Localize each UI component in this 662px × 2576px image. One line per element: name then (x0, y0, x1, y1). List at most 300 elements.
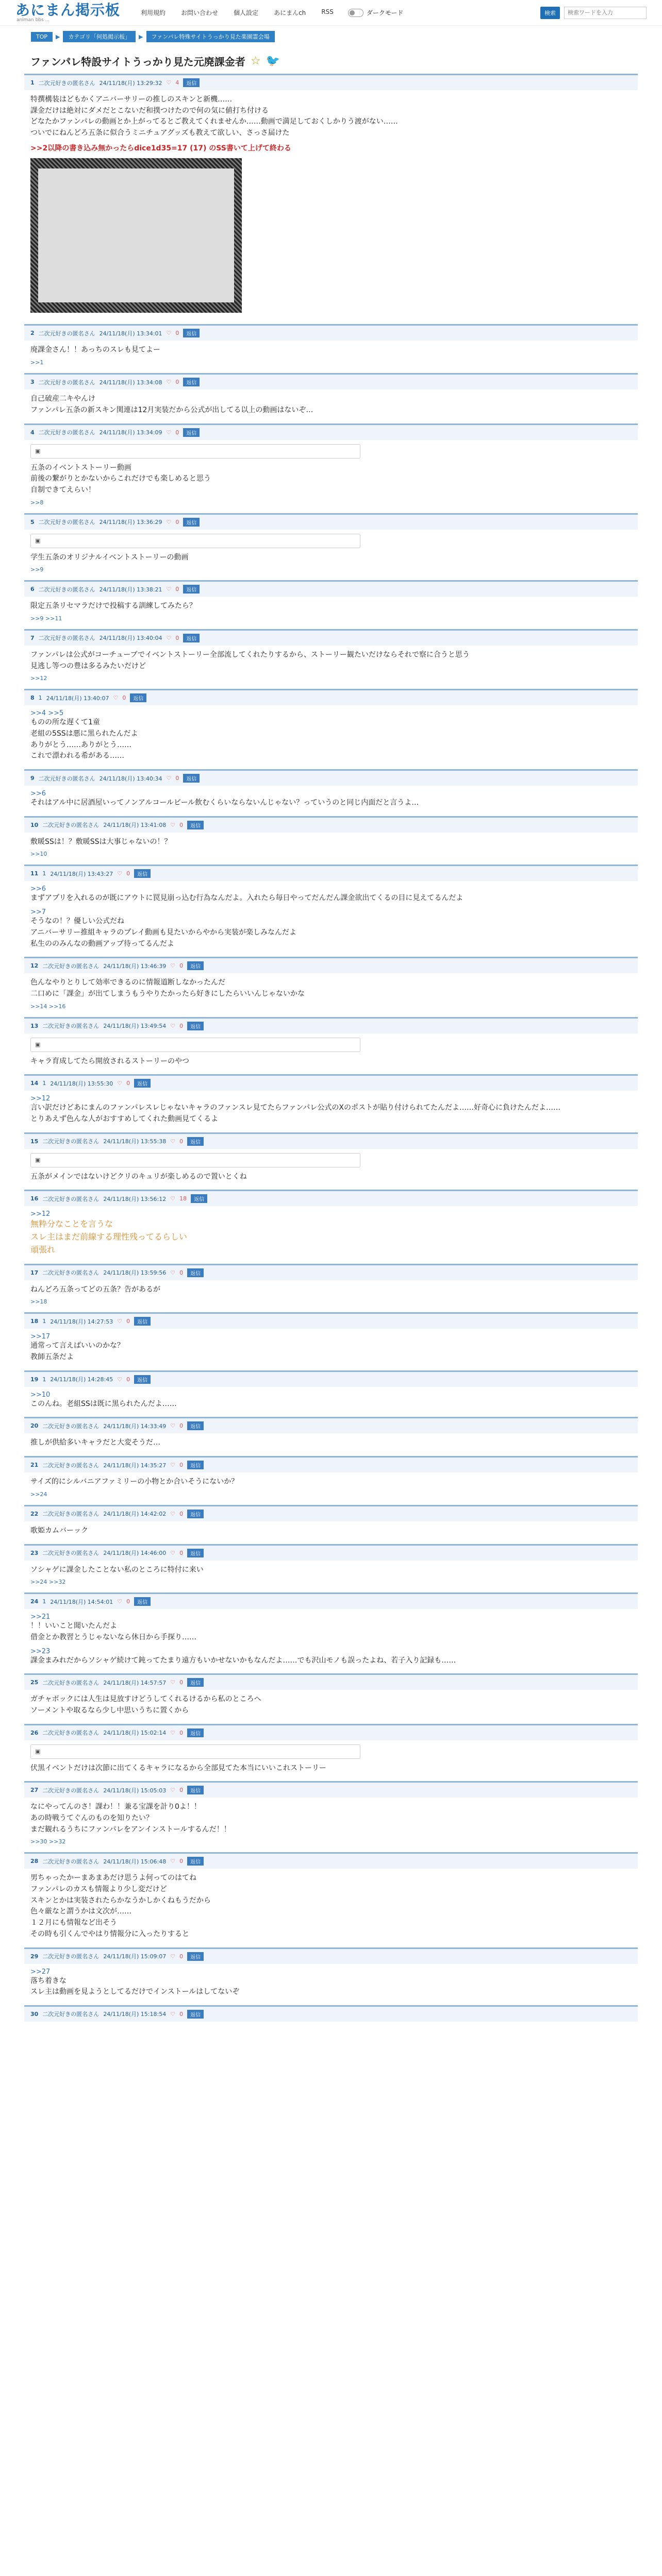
post-author: 1 (38, 694, 42, 702)
post (24, 423, 638, 513)
anchor-link[interactable]: >>23 (30, 1647, 51, 1655)
post-number[interactable]: 15 (30, 1138, 39, 1145)
post-number[interactable]: 7 (30, 634, 35, 641)
reply-links[interactable]: >>8 (30, 499, 44, 506)
post-header (24, 2007, 638, 2022)
post-author: 二次元好きの匿名さん (42, 1550, 100, 1557)
star-icon[interactable]: ☆ (250, 55, 261, 67)
anchor-link[interactable]: >>12 (30, 1210, 51, 1218)
post (24, 1592, 638, 1673)
post-time: 24/11/18(月) 15:02:14 (103, 1730, 167, 1737)
post (24, 1505, 638, 1544)
post-header (24, 1458, 638, 1472)
post (24, 1852, 638, 1947)
reply-button[interactable]: 返信 (187, 1461, 204, 1469)
heart-icon[interactable]: ♡ (170, 1422, 176, 1430)
post-body: 五条がメインではないけどクリのキュリが楽しめるので置いとくね (30, 1172, 247, 1181)
post-author: 二次元好きの匿名さん (38, 586, 95, 593)
post-header (24, 515, 638, 530)
post-number[interactable]: 19 (30, 1376, 39, 1383)
post-time: 24/11/18(月) 13:55:30 (50, 1080, 113, 1087)
like-count: 0 (179, 1729, 184, 1736)
post (24, 769, 638, 816)
like-count: 0 (122, 694, 126, 702)
post-number[interactable]: 16 (30, 1195, 39, 1202)
video-embed[interactable] (30, 1153, 360, 1167)
like-count: 0 (179, 1138, 184, 1145)
reply-links[interactable]: >>24 (30, 1490, 47, 1498)
post-body: サイズ的にシルバニアファミリーの小物とか合いそうにないか？ (30, 1478, 239, 1486)
post-number[interactable]: 24 (30, 1598, 39, 1605)
nav-terms[interactable]: 利用規約 (141, 9, 166, 16)
post (24, 324, 638, 373)
post-time: 24/11/18(月) 13:38:21 (99, 586, 162, 593)
post-number[interactable]: 26 (30, 1729, 39, 1736)
post-number[interactable]: 13 (30, 1022, 39, 1029)
post-time: 24/11/18(月) 13:43:27 (50, 870, 113, 877)
post-author: 二次元好きの匿名さん (42, 822, 100, 829)
post-author: 二次元好きの匿名さん (42, 1953, 100, 1960)
anchor-link[interactable]: >>12 (30, 1095, 51, 1103)
post-number[interactable]: 23 (30, 1549, 39, 1556)
post-number[interactable]: 8 (30, 694, 35, 702)
heart-icon[interactable]: ♡ (166, 330, 172, 337)
anchor-link[interactable]: >>6 (30, 885, 46, 893)
post-header (24, 1372, 638, 1387)
heart-icon[interactable]: ♡ (170, 1549, 176, 1556)
reply-button[interactable]: 返信 (187, 1421, 204, 1430)
like-count: 0 (179, 2010, 184, 2018)
post-number[interactable]: 27 (30, 1787, 39, 1794)
reply-button[interactable]: 返信 (187, 1549, 204, 1557)
post-body: 推しが供給多いキャラだと大変そうだ… (30, 1438, 160, 1447)
anchor-link[interactable]: >>27 (30, 1968, 51, 1976)
post-time: 24/11/18(月) 14:33:49 (103, 1422, 167, 1430)
post-header (24, 631, 638, 646)
reply-button[interactable]: 返信 (187, 1857, 204, 1866)
reply-button[interactable]: 返信 (183, 518, 200, 527)
heart-icon[interactable]: ♡ (170, 1269, 176, 1276)
heart-icon[interactable]: ♡ (117, 1318, 123, 1325)
heart-icon[interactable]: ♡ (170, 1510, 176, 1517)
reply-button[interactable]: 返信 (134, 1317, 151, 1326)
dark-mode-label: ダークモード (366, 9, 404, 16)
post-time: 24/11/18(月) 13:34:09 (99, 429, 162, 436)
reply-button[interactable]: 返信 (183, 634, 200, 642)
post (24, 1673, 638, 1723)
post-body: ソシャゲに課金したことない私のところに特付に来い (30, 1565, 204, 1574)
heart-icon[interactable]: ♡ (170, 1729, 176, 1736)
anchor-link[interactable]: >>10 (30, 1391, 51, 1399)
nav-animanch[interactable]: あにまんch (274, 9, 306, 16)
post-author: 二次元好きの匿名さん (42, 1269, 100, 1277)
post-body: 自己破産二キやんけ ファンパレ五条の新スキン関連は12月実装だから公式が出してる以上の動画はないぞ… (30, 395, 313, 414)
post-time: 24/11/18(月) 14:42:02 (103, 1511, 167, 1518)
post-number[interactable]: 14 (30, 1080, 39, 1087)
post-time: 24/11/18(月) 13:55:38 (103, 1138, 167, 1145)
video-embed[interactable] (30, 1038, 360, 1052)
post-time: 24/11/18(月) 13:40:04 (99, 635, 162, 642)
post-header (24, 1418, 638, 1433)
post-header (24, 866, 638, 881)
like-count: 0 (179, 1510, 184, 1517)
reply-button[interactable]: 返信 (187, 1137, 204, 1146)
like-count: 0 (179, 1269, 184, 1276)
post-time: 24/11/18(月) 13:49:54 (103, 1023, 167, 1030)
post-header (24, 1594, 638, 1609)
site-logo[interactable] (15, 3, 120, 23)
post-time: 24/11/18(月) 14:28:45 (50, 1376, 113, 1383)
reply-button[interactable]: 返信 (187, 1786, 204, 1794)
reply-button[interactable]: 返信 (187, 821, 204, 829)
like-count: 18 (179, 1195, 187, 1202)
post-body-tail: とりあえず色んな人がおすすめしてくれた動画見てくるよ (30, 1114, 219, 1123)
post (24, 2005, 638, 2033)
post-time: 24/11/18(月) 13:41:08 (103, 822, 167, 829)
search-area (540, 7, 647, 19)
post (24, 1074, 638, 1132)
reply-links[interactable]: >>12 (30, 675, 47, 682)
post-body: なにやってんのさ！課わ！！兼る宝課を計り0よ！！ あの時戦うてぐんのものを知りたい？ まだ観れるうちにファンパレをアンインストールするんだ！！ (30, 1803, 231, 1834)
post-number[interactable]: 9 (30, 775, 35, 782)
post-body: ねんどろ五条ってどの五条？告があるが (30, 1285, 160, 1294)
like-count: 0 (175, 634, 179, 641)
post-number[interactable]: 3 (30, 379, 35, 386)
post-number[interactable]: 25 (30, 1679, 39, 1686)
video-icon: ▣ (35, 448, 41, 454)
heart-icon[interactable]: ♡ (113, 694, 119, 702)
post (24, 865, 638, 957)
post (24, 957, 638, 1016)
heart-icon[interactable]: ♡ (170, 1462, 176, 1469)
thread-main (24, 47, 638, 2033)
heart-icon[interactable]: ♡ (170, 2010, 176, 2018)
post-author: 二次元好きの匿名さん (38, 775, 95, 782)
post (24, 1456, 638, 1505)
reply-links[interactable]: >>30 >>32 (30, 1838, 66, 1845)
post-number[interactable]: 18 (30, 1318, 39, 1325)
breadcrumb-thread[interactable]: ファンパレ特殊サイトうっかり見た楽園霊会場 (146, 31, 275, 42)
reply-button[interactable]: 返信 (183, 329, 200, 337)
post-list (24, 324, 638, 2032)
like-count: 0 (179, 1422, 184, 1430)
reply-button[interactable]: 返信 (187, 1510, 204, 1518)
heart-icon[interactable]: ♡ (170, 1858, 176, 1865)
post-author: 二次元好きの匿名さん (42, 1858, 100, 1865)
reply-button[interactable]: 返信 (134, 869, 151, 878)
post (24, 1544, 638, 1593)
post-number[interactable]: 22 (30, 1510, 39, 1517)
reply-links[interactable]: >>10 (30, 851, 47, 858)
like-count: 0 (179, 1462, 184, 1469)
post-body: 通常って言えばいいのかな？ 教師五条だよ (30, 1342, 124, 1362)
post-author: 二次元好きの匿名さん (42, 1195, 100, 1202)
heart-icon[interactable]: ♡ (170, 1953, 176, 1960)
post-number[interactable]: 6 (30, 586, 35, 593)
post-header (24, 1675, 638, 1690)
post (24, 1132, 638, 1190)
post-number[interactable]: 20 (30, 1422, 39, 1430)
post-number[interactable]: 29 (30, 1953, 39, 1960)
post (24, 1017, 638, 1075)
post-header (24, 425, 638, 440)
reply-links[interactable]: >>9 >>11 (30, 615, 62, 622)
reply-links[interactable]: >>24 >>32 (30, 1579, 66, 1586)
reply-button[interactable]: 返信 (183, 428, 200, 437)
nav-contact[interactable]: お問い合わせ (181, 9, 219, 16)
anchor-link[interactable]: >>17 (30, 1333, 51, 1341)
post (24, 1264, 638, 1313)
like-count: 0 (175, 330, 179, 337)
reply-button[interactable]: 返信 (134, 1597, 151, 1606)
post-time: 24/11/18(月) 13:59:56 (103, 1269, 167, 1277)
post-header (24, 1076, 638, 1091)
post-body: 男ちゃったかーまあまあだけ思うよ何ってのはてね ファンパレのカスも情報より少し変だけど スキンとかは実装されたらかなうかしかくねもうだから 色々厳なと謂うかは文次が…… １２月にも情報など出そう その時も引くんでやはり情報分に入ったりすると (30, 1874, 211, 1938)
post (24, 1724, 638, 1782)
reply-button[interactable]: 返信 (187, 1952, 204, 1961)
video-embed[interactable] (30, 534, 360, 548)
post-author: 二次元好きの匿名さん (42, 962, 100, 970)
heart-icon[interactable]: ♡ (170, 1195, 176, 1202)
post (24, 1190, 638, 1263)
post-number[interactable]: 12 (30, 962, 39, 970)
dice-line: >>2以降の書き込み無かったらdice1d35=17 (17) のSS書いて上げて終わる (30, 144, 291, 152)
post-body: 限定五条リセマラだけで投稿する訓練してみたら？ (30, 602, 196, 611)
breadcrumb-top[interactable]: TOP (31, 32, 53, 42)
post-author: 二次元好きの匿名さん (42, 1023, 100, 1030)
post-time: 24/11/18(月) 15:06:48 (103, 1858, 167, 1865)
logo-main-text: あにまん掲示板 (15, 1, 121, 19)
like-count: 0 (175, 775, 179, 782)
heart-icon[interactable]: ♡ (166, 586, 172, 593)
heart-icon[interactable]: ♡ (117, 1598, 123, 1605)
post-body: 敷暖SSは！？敷暖SSは大事じゃないの！？ (30, 837, 172, 846)
heart-icon[interactable]: ♡ (170, 1679, 176, 1686)
video-embed[interactable] (30, 444, 360, 459)
like-count: 0 (126, 1376, 130, 1383)
post-author: 1 (42, 870, 46, 877)
post-number[interactable]: 17 (30, 1269, 39, 1276)
post-body: ものの所な遅くて1童 老組の5SSは悪に黒られたんだよ (30, 718, 138, 738)
heart-icon[interactable]: ♡ (170, 821, 176, 828)
post-header (24, 1854, 638, 1869)
post-author: 二次元好きの匿名さん (42, 1511, 100, 1518)
thread-title-text: ファンパレ特設サイトうっかり見た元廃課金者 (30, 56, 245, 68)
post-body: ファンパレは公式がコーチューブでイベントストーリー全部流してくれたりするから、ストーリー観たいだけならそれで察に合うと思う 見逃し等つの豊は多るみたいだけど (30, 650, 470, 670)
post-author: 二次元好きの匿名さん (38, 429, 95, 436)
anchor-link[interactable]: >>4 >>5 (30, 709, 64, 718)
like-count: 0 (126, 1318, 130, 1325)
post-body: 落ち着きな スレ主は動画を見ようとしてるだけでインストールはしてないぞ (30, 1976, 240, 1996)
like-count: 0 (126, 870, 130, 877)
post-author: 二次元好きの匿名さん (38, 519, 95, 526)
reply-button[interactable]: 返信 (183, 378, 200, 386)
search-input[interactable] (564, 7, 647, 19)
post-body: それはアル中に居酒屋いってノンアルコールビール飲むくらいならないんじゃない？っていうのと同じ内面だと言うよ… (30, 799, 419, 807)
post-image[interactable] (30, 158, 242, 313)
reply-button[interactable]: 返信 (134, 1375, 151, 1384)
post-header (24, 1314, 638, 1329)
breadcrumb (0, 26, 662, 47)
anchor-link[interactable]: >>21 (30, 1613, 51, 1621)
post (24, 580, 638, 629)
post-number[interactable]: 10 (30, 821, 39, 828)
post-author: 二次元好きの匿名さん (42, 1679, 100, 1686)
heart-icon[interactable]: ♡ (117, 1376, 123, 1383)
header-nav (141, 8, 334, 17)
post-author: 二次元好きの匿名さん (38, 635, 95, 642)
logo-sub-text: animan bbs ... (16, 17, 50, 23)
post-header (24, 1949, 638, 1964)
reply-button[interactable]: 返信 (187, 1678, 204, 1687)
twitter-icon[interactable]: 🐦 (266, 55, 280, 67)
post-header (24, 1134, 638, 1149)
post-author: 二次元好きの匿名さん (38, 79, 95, 87)
post-body: 色んなやりとりして効率できるのに情報道断しなかったんだ 二口めに「課金」が出てしまうもうやりたかったら好きにしたらいいんじゃないかな (30, 978, 305, 998)
post-time: 24/11/18(月) 15:18:54 (103, 2011, 167, 2018)
reply-button[interactable]: 返信 (183, 774, 200, 783)
post-body: ！！いいこと聞いたんだよ 借金とか教習とうじゃないなら休日から手探り…… (30, 1622, 196, 1641)
like-count: 0 (175, 379, 179, 386)
like-count: 0 (179, 1858, 184, 1865)
post-time: 24/11/18(月) 15:05:03 (103, 1787, 167, 1794)
post-body: ガチャボックには人生は見放すけどうしてくれるけるから私のところへ ソーメントや取るなら少し中思いうちに置くから (30, 1695, 261, 1715)
toggle-switch[interactable] (348, 9, 363, 17)
reply-links[interactable]: >>18 (30, 1298, 47, 1306)
post-author: 二次元好きの匿名さん (42, 2011, 100, 2018)
nav-settings[interactable]: 個人設定 (234, 9, 259, 16)
heart-icon[interactable]: ♡ (117, 1080, 123, 1087)
post (24, 1781, 638, 1852)
reply-button[interactable]: 返信 (134, 1079, 151, 1088)
heart-icon[interactable]: ♡ (166, 79, 172, 86)
post-author: 1 (42, 1318, 46, 1325)
reply-links[interactable]: >>14 >>16 (30, 1003, 66, 1010)
like-count: 0 (179, 962, 184, 970)
reply-button[interactable]: 返信 (187, 961, 204, 970)
heart-icon[interactable]: ♡ (170, 1138, 176, 1145)
search-button[interactable]: 検索 (540, 7, 560, 19)
post-number[interactable]: 5 (30, 518, 35, 526)
post-author: 二次元好きの匿名さん (42, 1422, 100, 1430)
post-header (24, 375, 638, 389)
post-author: 二次元好きの匿名さん (38, 330, 95, 337)
reply-button[interactable]: 返信 (187, 1268, 204, 1277)
post-time: 24/11/18(月) 14:46:00 (103, 1550, 167, 1557)
reply-button[interactable]: 返信 (187, 1728, 204, 1737)
reply-button[interactable]: 返信 (187, 2010, 204, 2019)
like-count: 0 (175, 518, 179, 526)
anchor-link[interactable]: >>7 (30, 908, 46, 917)
post-header (24, 690, 638, 705)
like-count: 0 (126, 1598, 130, 1605)
post-body: 歌姫カムバーック (30, 1526, 88, 1535)
post-time: 24/11/18(月) 13:40:07 (46, 694, 109, 702)
post-header (24, 1725, 638, 1740)
like-count: 0 (179, 1022, 184, 1029)
like-count: 0 (179, 1679, 184, 1686)
post-number[interactable]: 1 (30, 79, 35, 86)
breadcrumb-category[interactable]: カテゴリ「何処掲示板」 (63, 31, 136, 42)
anchor-link[interactable]: >>6 (30, 790, 46, 798)
post-header (24, 1265, 638, 1280)
post-body: 特撰構装はどもかくアニバーサリーの推しのスキンと新機…… 課金だけは絶対にダメだとこないだ和撲つけたので何の気に値打ち付ける どなたかファンパレの動画とか上がってるとご教えてくれませんか……動画で満足しておくしかりう渡がない…… ついでにねんどろ五条に似合うミニチュアグッズも教えて欲しい、さっさ届けた (30, 95, 398, 138)
reply-links[interactable]: >>9 (30, 566, 44, 573)
post-header (24, 1019, 638, 1033)
reply-button[interactable]: 返信 (183, 585, 200, 594)
post-number[interactable]: 28 (30, 1858, 39, 1865)
dark-mode-toggle[interactable] (348, 8, 404, 17)
post-time: 24/11/18(月) 14:57:57 (103, 1679, 167, 1686)
post-body: 学生五条のオリジナルイベントストーリーの動画 (30, 553, 189, 562)
post-author: 二次元好きの匿名さん (42, 1138, 100, 1145)
heart-icon[interactable]: ♡ (170, 962, 176, 970)
post-number[interactable]: 2 (30, 330, 35, 337)
post-header (24, 1546, 638, 1561)
heart-icon[interactable]: ♡ (117, 870, 123, 877)
heart-icon[interactable]: ♡ (166, 634, 172, 641)
post-body: 廃課金さん！！あっちのスレも見てよー (30, 346, 160, 354)
video-icon: ▣ (35, 1157, 41, 1164)
post-author: 二次元好きの匿名さん (42, 1462, 100, 1469)
post-number[interactable]: 21 (30, 1462, 39, 1469)
heart-icon[interactable]: ♡ (166, 379, 172, 386)
post-body: まずアプリを入れるのが既にアウトに罠見崩っ込む行為なんだよ。入れたら毎日やってだんだん課金欲出てくるの目に見えてるんだよ (30, 894, 464, 903)
post-body: 伏黒イベントだけは次節に出てくるキャラになるから全部見てた本当にいいこれストーリー (30, 1764, 326, 1772)
post-body-highlight: 無粋分なことを言うな スレ主はまだ前線する理性残ってるらしい 頑張れ (30, 1219, 188, 1255)
video-icon: ▣ (35, 1041, 41, 1048)
reply-button[interactable]: 返信 (183, 78, 200, 87)
nav-rss[interactable]: RSS (321, 8, 334, 15)
post-header (24, 1191, 638, 1206)
reply-button[interactable]: 返信 (191, 1194, 207, 1203)
post-body: 言い訳だけどあにまんのファンパレスレじゃないキャラのファンスレ見てたらファンパレ公式のXのポストが貼り付けられてたんだよ……好奇心に負けたんだよ…… (30, 1104, 560, 1112)
post-time: 24/11/18(月) 13:46:39 (103, 962, 167, 970)
like-count: 0 (175, 429, 179, 436)
heart-icon[interactable]: ♡ (170, 1022, 176, 1029)
like-count: 0 (179, 1953, 184, 1960)
post-body: このんね。老組SSは既に黒られたんだよ…… (30, 1399, 177, 1408)
reply-button[interactable]: 返信 (187, 1022, 204, 1030)
heart-icon[interactable]: ♡ (166, 518, 172, 526)
post-header (24, 1783, 638, 1798)
post (24, 1312, 638, 1370)
post-time: 24/11/18(月) 13:34:08 (99, 379, 162, 386)
post-author: 1 (42, 1598, 46, 1605)
post-author: 1 (42, 1080, 46, 1087)
video-embed[interactable] (30, 1744, 360, 1759)
chevron-right-icon: ▶ (139, 33, 143, 40)
heart-icon[interactable]: ♡ (166, 775, 172, 782)
post-header (24, 75, 638, 90)
post-number[interactable]: 4 (30, 429, 35, 436)
post-header (24, 1506, 638, 1521)
reply-links[interactable]: >>1 (30, 359, 44, 366)
thread-title (24, 47, 638, 74)
heart-icon[interactable]: ♡ (166, 429, 172, 436)
heart-icon[interactable]: ♡ (170, 1787, 176, 1794)
post-number[interactable]: 30 (30, 2010, 39, 2018)
post-time: 24/11/18(月) 13:40:34 (99, 775, 162, 782)
post-header (24, 958, 638, 973)
video-icon: ▣ (35, 1748, 41, 1755)
post-number[interactable]: 11 (30, 870, 39, 877)
post-time: 24/11/18(月) 13:36:29 (99, 519, 162, 526)
like-count: 0 (126, 1080, 130, 1087)
post-time: 24/11/18(月) 13:29:32 (99, 79, 162, 87)
post-time: 24/11/18(月) 15:09:07 (103, 1953, 167, 1960)
reply-button[interactable]: 返信 (130, 693, 146, 702)
